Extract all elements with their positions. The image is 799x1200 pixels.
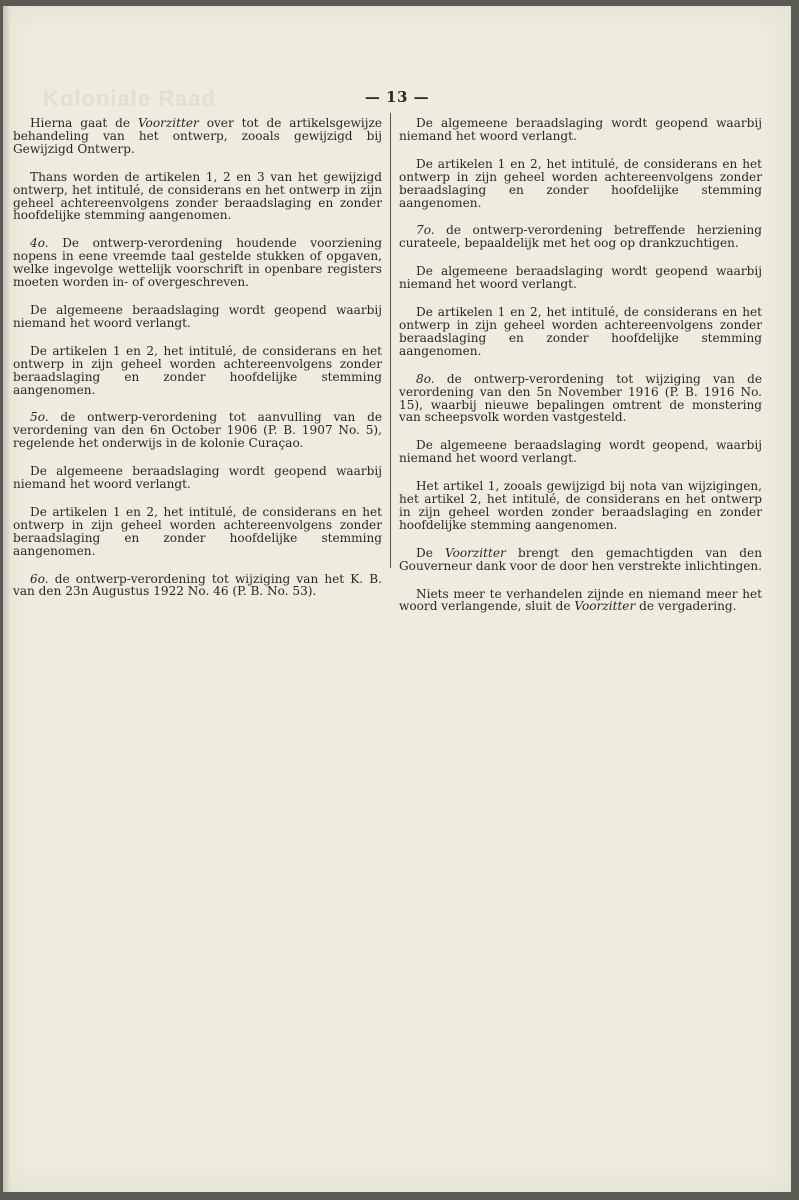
paragraph — [399, 265, 762, 291]
paragraph — [399, 373, 762, 425]
paragraph — [13, 237, 382, 289]
paragraph-text: Het artikel 1, zooals gewijzigd bij nota van wijzigingen, het artikel 2, het intitulé, de considerans en het ontwerp in zijn geheel worden zonder beraadslaging en zonder hoofdelijke stemming aangenomen. — [399, 479, 762, 532]
right-column — [399, 117, 762, 628]
italic-text: Voorzitter — [444, 545, 506, 560]
paragraph-text: de ontwerp-verordening betreffende herziening curateele, bepaaldelijk met het oog op drankzuchtigen. — [399, 223, 762, 251]
page-number: — 13 — — [364, 88, 430, 106]
paragraph-text: over tot de artikelsgewijze behandeling van het ontwerp, zooals gewijzigd bij Gewijzigd Ontwerp. — [13, 116, 382, 156]
paragraph — [399, 439, 762, 465]
paragraph — [399, 547, 762, 573]
paragraph-text: De algemeene beraadslaging wordt geopend waarbij niemand het woord verlangt. — [13, 302, 382, 330]
paragraph — [13, 465, 382, 491]
paragraph — [399, 224, 762, 250]
paragraph-text: De algemeene beraadslaging wordt geopend waarbij niemand het woord verlangt. — [399, 264, 762, 292]
paragraph-text: de ontwerp-verordening tot aanvulling van de verordening van den 6n October 1906 (P. B. 1907 No. 5), regelende het onderwijs in de kolonie Curaçao. — [13, 410, 382, 451]
paragraph — [13, 171, 382, 223]
italic-text: 6o. — [30, 571, 49, 586]
paragraph — [13, 506, 382, 558]
paragraph-text: Niets meer te verhandelen zijnde en niemand meer het woord verlangende, sluit de — [399, 586, 762, 614]
italic-text: 5o. — [30, 410, 49, 425]
paragraph — [13, 117, 382, 156]
page-binding-edge — [3, 6, 10, 1192]
paragraph-text: Hierna gaat de — [30, 116, 138, 130]
italic-text: 8o. — [416, 371, 435, 386]
paragraph-text: de vergadering. — [635, 599, 737, 614]
paragraph-text: De algemeene beraadslaging wordt geopend waarbij niemand het woord verlangt. — [399, 116, 762, 143]
paragraph — [13, 345, 382, 397]
paragraph-text: Thans worden de artikelen 1, 2 en 3 van het gewijzigd ontwerp, het intitulé, de considerans en het ontwerp in zijn geheel achtereenvolgens zonder beraadslaging en zonder hoofdelijke stemming aangenomen. — [13, 169, 382, 223]
paragraph — [13, 411, 382, 450]
paragraph-text: De — [416, 545, 445, 560]
paragraph — [13, 304, 382, 330]
italic-text: Voorzitter — [137, 116, 199, 130]
italic-text: 7o. — [416, 223, 435, 238]
column-divider — [390, 113, 391, 568]
italic-text: 4o. — [30, 236, 49, 251]
document-page — [3, 6, 791, 1192]
paragraph-text: De artikelen 1 en 2, het intitulé, de considerans en het ontwerp in zijn geheel worden achtereenvolgens zonder beraadslaging en zonder hoofdelijke stemming aangenomen. — [13, 343, 382, 397]
italic-text: Voorzitter — [574, 599, 636, 614]
paragraph — [13, 573, 382, 599]
paragraph-text: De artikelen 1 en 2, het intitulé, de considerans en het ontwerp in zijn geheel worden achtereenvolgens zonder beraadslaging en zonder hoofdelijke stemming aangenomen. — [399, 305, 762, 358]
paragraph-text: De algemeene beraadslaging wordt geopend waarbij niemand het woord verlangt. — [13, 464, 382, 492]
paragraph-text: De artikelen 1 en 2, het intitulé, de considerans en het ontwerp in zijn geheel worden achtereenvolgens zonder beraadslaging en zonder hoofdelijke stemming aangenomen. — [399, 156, 762, 210]
paragraph — [399, 588, 762, 614]
paragraph — [399, 306, 762, 358]
paragraph-text: De algemeene beraadslaging wordt geopend, waarbij niemand het woord verlangt. — [399, 438, 762, 466]
paragraph — [399, 480, 762, 532]
paragraph — [399, 117, 762, 143]
faded-heading: Koloniale Raad — [43, 86, 216, 111]
paragraph-text: De artikelen 1 en 2, het intitulé, de considerans en het ontwerp in zijn geheel worden achtereenvolgens zonder beraadslaging en zonder hoofdelijke stemming aangenomen. — [13, 504, 382, 558]
paragraph — [399, 158, 762, 210]
paragraph-text: brengt den gemachtigden van den Gouverneur dank voor de door hen verstrekte inlichtingen. — [399, 545, 763, 573]
left-column — [13, 117, 382, 613]
paragraph-text: De ontwerp-verordening houdende voorziening nopens in eene vreemde taal gestelde stukken of opgaven, welke ingevolge wettelijk voorschrift in openbare registers moeten worden in- of overgeschreven. — [13, 236, 382, 290]
paragraph-text: de ontwerp-verordening tot wijziging van het K. B. van den 23n Augustus 1922 No. 46 (P. B. No. 53). — [13, 571, 382, 599]
paragraph-text: de ontwerp-verordening tot wijziging van de verordening van den 5n November 1916 (P. B. 1916 No. 15), waarbij nieuwe bepalingen omtrent de monstering van scheepsvolk worden vastgesteld. — [399, 371, 762, 425]
